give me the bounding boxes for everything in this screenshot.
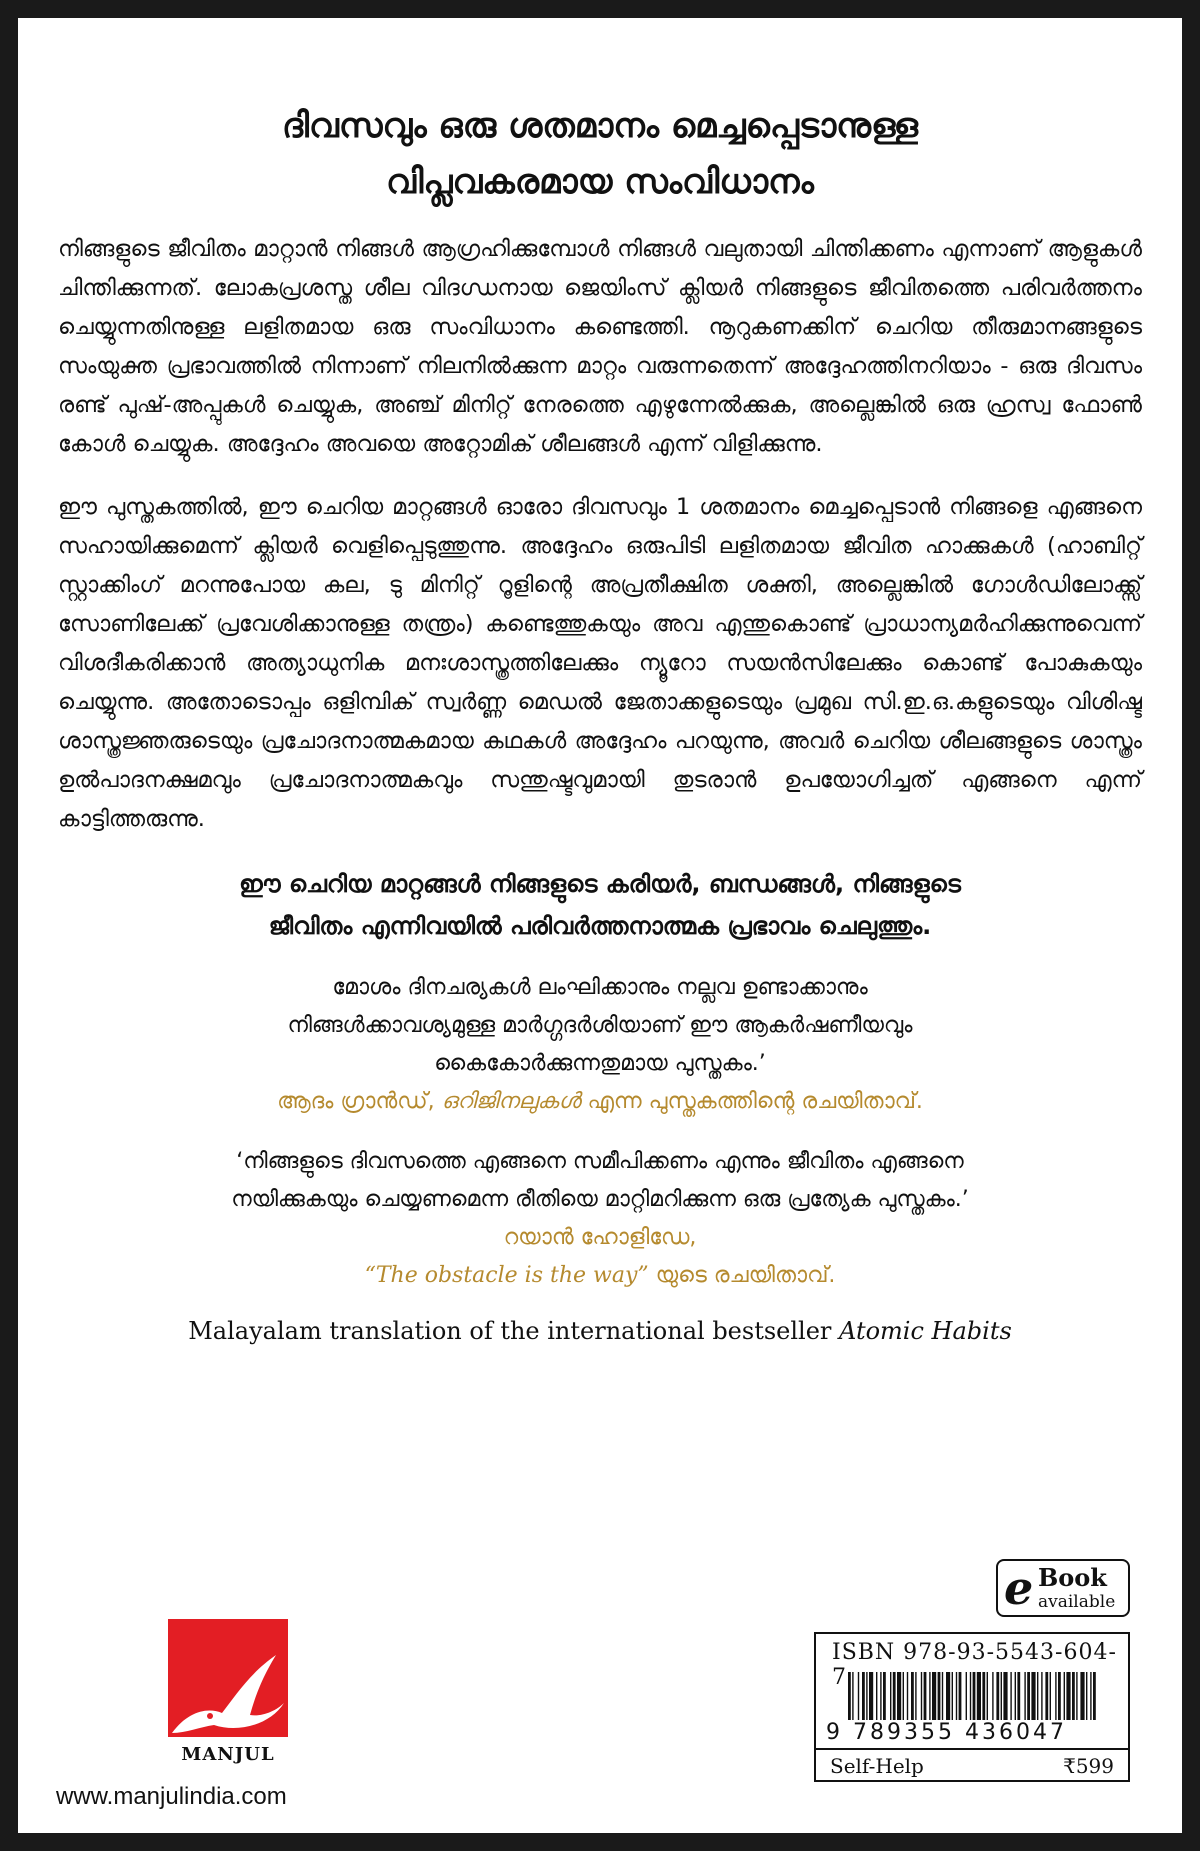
highlight-line-2: ജീവിതം എന്നിവയിൽ പരിവർത്തനാത്മക പ്രഭാവം ചെലുത്തും.	[268, 912, 932, 940]
barcode-bar	[921, 1672, 922, 1720]
barcode-bar	[893, 1672, 896, 1720]
translation-book-title: Atomic Habits	[839, 1317, 1012, 1345]
price-label: ₹599	[1063, 1754, 1114, 1778]
barcode-bar	[1064, 1672, 1065, 1720]
barcode-bar	[952, 1672, 953, 1720]
barcode-bar	[970, 1672, 971, 1720]
barcode-bar	[915, 1672, 916, 1720]
barcode-bar	[932, 1672, 936, 1720]
logo-bird-eye	[207, 1713, 213, 1719]
barcode-bar	[890, 1672, 891, 1720]
quote2-author: റയാൻ ഹോളിഡേ,	[503, 1225, 697, 1250]
cover-content	[58, 98, 1142, 1345]
barcode-bar	[1041, 1672, 1042, 1720]
isbn-barcode-box	[814, 1632, 1130, 1782]
barcode-bar	[1066, 1672, 1070, 1720]
quote2-line-1: ‘നിങ്ങളുടെ ദിവസത്തെ എങ്ങനെ സമീപിക്കണം എന്നും ജീവിതം എങ്ങനെ	[236, 1149, 964, 1174]
barcode-bar	[1037, 1672, 1038, 1720]
publisher-name: MANJUL	[181, 1744, 275, 1765]
title-line-1: ദിവസവും ഒരു ശതമാനം മെച്ചപ്പെടാനുള്ള	[282, 106, 918, 146]
isbn-number: ISBN 978-93-5543-604-7	[832, 1640, 1117, 1690]
quote1-line-2: നിങ്ങൾക്കാവശ്യമുള്ള മാർഗ്ഗദർശിയാണ് ഈ ആകർഷണീയവും	[287, 1013, 913, 1038]
translation-note	[58, 1317, 1142, 1345]
barcode-bar	[946, 1672, 950, 1720]
quote2-attribution	[58, 1257, 1142, 1295]
barcode-bar	[1017, 1672, 1020, 1720]
barcode-bar	[942, 1672, 943, 1720]
barcode-bar	[1003, 1672, 1007, 1720]
barcode-bar	[869, 1672, 873, 1720]
quote2-line-2: നയിക്കുകയും ചെയ്യണമെന്ന രീതിയെ മാറ്റിമറിക്കുന്ന ഒരു പ്രത്യേക പുസ്തകം.’	[231, 1187, 969, 1212]
barcode-bar	[924, 1672, 927, 1720]
barcode-bar	[1076, 1672, 1077, 1720]
genre-label: Self-Help	[830, 1754, 924, 1778]
barcode-bar	[876, 1672, 877, 1720]
review-quote-1	[58, 969, 1142, 1121]
barcode-bar	[959, 1672, 962, 1720]
barcode-bar	[903, 1672, 904, 1720]
barcode-bar	[1001, 1672, 1002, 1720]
barcode-bar	[897, 1672, 901, 1720]
quote1-author: ആദം ഗ്രാൻഡ്,	[277, 1089, 435, 1114]
barcode-bar	[1015, 1672, 1016, 1720]
title-line-2: വിപ്ലവകരമായ സംവിധാനം	[386, 162, 814, 202]
ebook-book-label: Book	[1038, 1563, 1107, 1592]
barcode-bar	[880, 1672, 881, 1720]
barcode-bar	[907, 1672, 908, 1720]
barcode-bar	[1045, 1672, 1048, 1720]
quote1-book: ഒറിജിനലുകൾ	[441, 1089, 581, 1114]
publisher-website: www.manjulindia.com	[56, 1783, 287, 1810]
barcode-bar	[1072, 1672, 1075, 1720]
highlight-statement	[58, 863, 1142, 947]
ebook-e-icon: e	[1004, 1561, 1034, 1615]
barcode-bar	[858, 1672, 859, 1720]
barcode-bar	[866, 1672, 867, 1720]
barcode-bar	[1050, 1672, 1051, 1720]
barcode-bar	[982, 1672, 985, 1720]
cover-title	[58, 98, 1142, 210]
ebook-available-badge	[996, 1559, 1130, 1617]
barcode-bar	[852, 1672, 853, 1720]
publisher-logo-icon	[158, 1615, 298, 1755]
quote1-line-3: കൈകോർക്കുന്നതുമായ പുസ്തകം.’	[434, 1051, 766, 1076]
barcode-digits: 9 789355 436047	[826, 1720, 1067, 1745]
barcode-bar	[1010, 1672, 1011, 1720]
review-quote-2	[58, 1143, 1142, 1295]
description-paragraph-2: ഈ പുസ്തകത്തിൽ, ഈ ചെറിയ മാറ്റങ്ങൾ ഓരോ ദിവസവും 1 ശതമാനം മെച്ചപ്പെടാൻ നിങ്ങളെ എങ്ങനെ സഹായിക്കുമെന്ന് ക്ലിയർ വെളിപ്പെടുത്തുന്നു. അദ്ദേഹം ഒരുപിടി ലളിതമായ ജീവിത ഹാക്കുകൾ (ഹാബിറ്റ് സ്റ്റാക്കിംഗ് മറന്നുപോയ കല, ടു മിനിറ്റ് റൂളിന്റെ അപ്രതീക്ഷിത ശക്തി, അല്ലെങ്കിൽ ഗോൾഡിലോക്ക്സ് സോണിലേക്ക് പ്രവേശിക്കാനുള്ള തന്ത്രം) കണ്ടെത്തുകയും അവ എന്തുകൊണ്ട് പ്രാധാന്യമർഹിക്കുന്നുവെന്ന് വിശദീകരിക്കാൻ അത്യാധുനിക മനഃശാസ്ത്രത്തിലേക്കും ന്യൂറോ സയൻസിലേക്കും കൊണ്ട് പോകുകയും ചെയ്യുന്നു. അതോടൊപ്പം ഒളിമ്പിക് സ്വർണ്ണ മെഡൽ ജേതാക്കളുടെയും പ്രമുഖ സി.ഇ.ഒ.കളുടെയും വിശിഷ്ട ശാസ്ത്രജ്ഞരുടെയും പ്രചോദനാത്മകമായ കഥകൾ അദ്ദേഹം പറയുന്നു, അവർ ചെറിയ ശീലങ്ങളുടെ ശാസ്ത്രം ഉൽപാദനക്ഷമവും പ്രചോദനാത്മകവും സന്തുഷ്ടവുമായി തുടരാൻ ഉപയോഗിച്ചത് എങ്ങനെ എന്ന് കാട്ടിത്തരുന്നു.	[58, 494, 1142, 832]
barcode-bar	[862, 1672, 865, 1720]
barcode-bar	[992, 1672, 993, 1720]
barcode-bar	[996, 1672, 999, 1720]
barcode-bar	[911, 1672, 914, 1720]
quote2-book: “The obstacle is the way”	[364, 1263, 649, 1288]
barcode-bar	[1086, 1672, 1087, 1720]
quote1-suffix: എന്ന പുസ്തകത്തിന്റെ രചയിതാവ്.	[587, 1089, 923, 1114]
barcode-bar	[1027, 1672, 1030, 1720]
description-paragraph-1: നിങ്ങളുടെ ജീവിതം മാറ്റാൻ നിങ്ങൾ ആഗ്രഹിക്കുമ്പോൾ നിങ്ങൾ വലുതായി ചിന്തിക്കണം എന്നാണ് ആളുകൾ ചിന്തിക്കുന്നത്. ലോകപ്രശസ്ത ശീല വിദഗ്ധനായ ജെയിംസ് ക്ലിയർ നിങ്ങളുടെ ജീവിതത്തെ പരിവർത്തനം ചെയ്യുന്നതിനുള്ള ലളിതമായ ഒരു സംവിധാനം കണ്ടെത്തി. നൂറുകണക്കിന് ചെറിയ തീരുമാനങ്ങളുടെ സംയുക്ത പ്രഭാവത്തിൽ നിന്നാണ് നിലനിൽക്കുന്ന മാറ്റം വരുന്നതെന്ന് അദ്ദേഹത്തിനറിയാം - ഒരു ദിവസം രണ്ട് പുഷ്-അപ്പുകൾ ചെയ്യുക, അഞ്ച് മിനിറ്റ് നേരത്തെ എഴുന്നേൽക്കുക, അല്ലെങ്കിൽ ഒരു ഹ്രസ്വ ഫോൺ കോൾ ചെയ്യുക. അദ്ദേഹം അവയെ അറ്റോമിക് ശീലങ്ങൾ എന്ന് വിളിക്കുന്നു.	[58, 236, 1142, 457]
barcode-bar	[848, 1672, 851, 1720]
barcode-bar	[966, 1672, 967, 1720]
barcode-bar	[956, 1672, 957, 1720]
barcode-bar	[1031, 1672, 1035, 1720]
barcode-footer	[816, 1748, 1128, 1784]
barcode-bar	[929, 1672, 930, 1720]
quote1-line-1: മോശം ദിനചര്യകൾ ലംഘിക്കാനും നല്ലവ ഉണ്ടാക്കാനും	[332, 975, 868, 1000]
ebook-available-label: available	[1038, 1592, 1116, 1612]
barcode-bar	[1055, 1672, 1056, 1720]
barcode-bar	[977, 1672, 981, 1720]
barcode-bar	[973, 1672, 976, 1720]
barcode-bar	[1058, 1672, 1061, 1720]
quote1-attribution	[58, 1083, 1142, 1121]
barcode-bar	[987, 1672, 988, 1720]
barcode-bar	[1080, 1672, 1084, 1720]
barcode-bar	[1090, 1672, 1091, 1720]
barcode-bar	[1024, 1672, 1025, 1720]
quote2-suffix: യുടെ രചയിതാവ്.	[655, 1263, 836, 1288]
highlight-line-1: ഈ ചെറിയ മാറ്റങ്ങൾ നിങ്ങളുടെ കരിയർ, ബന്ധങ്ങൾ, നിങ്ങളുടെ	[239, 870, 961, 898]
barcode-bar	[938, 1672, 941, 1720]
barcode-bar	[1093, 1672, 1096, 1720]
barcode-bar	[883, 1672, 886, 1720]
translation-text: Malayalam translation of the international bestseller	[188, 1317, 832, 1345]
